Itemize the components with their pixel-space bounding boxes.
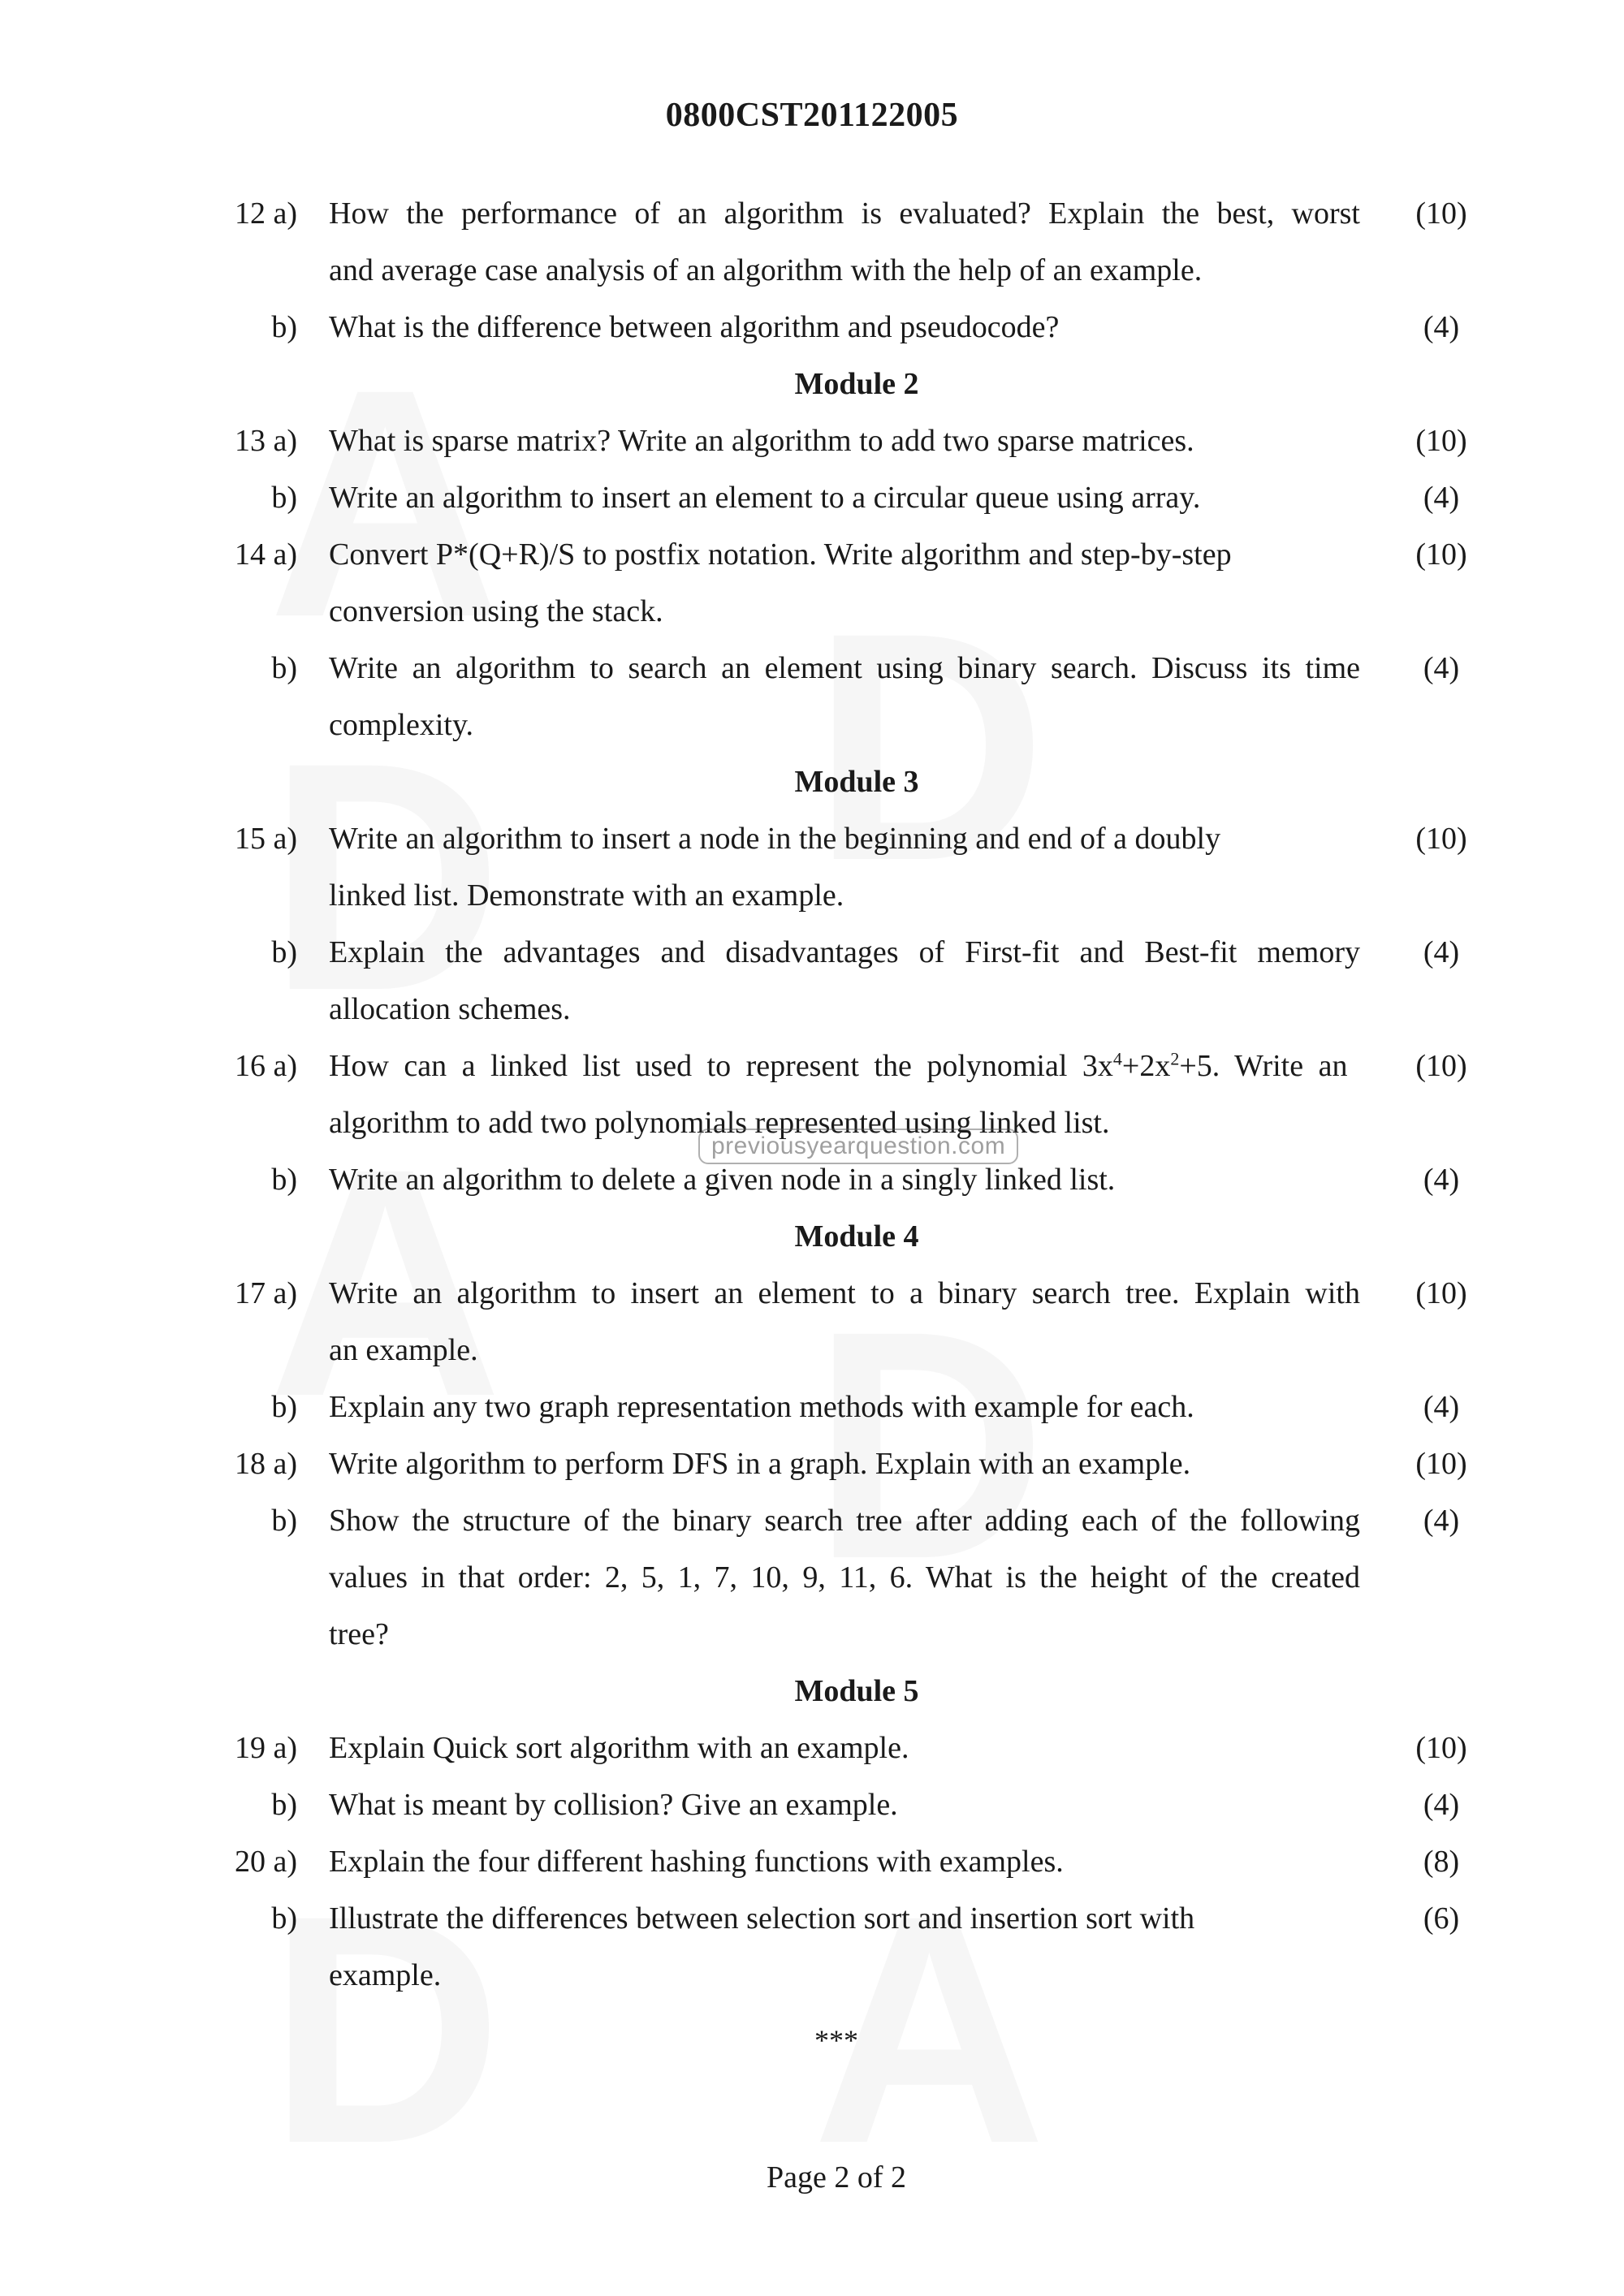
question-text: What is the difference between algorithm and pseudocode?	[329, 310, 1060, 344]
question-row	[0, 1833, 1624, 1890]
question-text: Convert P*(Q+R)/S to postfix notation. Write algorithm and step-by-step	[329, 537, 1232, 572]
question-row	[0, 1435, 1624, 1492]
question-text: linked list. Demonstrate with an example.	[329, 878, 844, 913]
page-title: 0800CST201122005	[665, 97, 959, 134]
question-text: Write an algorithm to insert a node in the beginning and end of a doubly	[329, 822, 1221, 856]
question-row	[0, 810, 1624, 867]
question-part: b)	[271, 1163, 297, 1197]
exponent: 2	[1170, 1048, 1180, 1069]
question-marks: (6)	[1423, 1901, 1460, 1936]
question-part: b)	[271, 1788, 297, 1822]
question-marks: (10)	[1415, 1276, 1467, 1310]
question-number: 18 a)	[234, 1447, 297, 1481]
question-list	[0, 185, 1624, 2069]
end-marker: ***	[814, 2024, 858, 2056]
question-text: an example.	[329, 1333, 478, 1367]
question-row	[0, 1492, 1624, 1549]
question-continuation	[0, 697, 1624, 753]
question-text: Write algorithm to perform DFS in a graph. Explain with an example.	[329, 1447, 1191, 1481]
question-number: 13 a)	[234, 424, 297, 458]
page-number: Page 2 of 2	[766, 2160, 907, 2195]
question-row	[0, 412, 1624, 469]
question-text: Write an algorithm to search an element using binary search. Discuss its time	[329, 651, 1360, 685]
question-text: conversion using the stack.	[329, 594, 663, 628]
question-marks: (8)	[1423, 1845, 1460, 1879]
question-row	[0, 526, 1624, 583]
question-text: Write an algorithm to insert an element to a circular queue using array.	[329, 481, 1201, 515]
module-heading: Module 3	[794, 765, 919, 799]
question-text: Write an algorithm to delete a given node in a singly linked list.	[329, 1163, 1116, 1197]
question-row	[0, 1776, 1624, 1833]
question-part: b)	[271, 310, 297, 344]
question-continuation	[0, 242, 1624, 299]
question-number: 17 a)	[234, 1276, 297, 1310]
question-number: 16 a)	[234, 1049, 297, 1083]
question-text: Illustrate the differences between selection sort and insertion sort with	[329, 1901, 1195, 1936]
question-part: b)	[271, 1504, 297, 1538]
question-number: 15 a)	[234, 822, 297, 856]
question-marks: (10)	[1415, 196, 1467, 231]
exponent: 4	[1112, 1048, 1122, 1069]
question-marks: (10)	[1415, 1731, 1467, 1765]
question-text: algorithm to add two polynomials represented using linked list.	[329, 1106, 1110, 1140]
question-marks: (4)	[1423, 935, 1460, 969]
question-text: What is meant by collision? Give an example.	[329, 1788, 898, 1822]
question-continuation	[0, 1947, 1624, 2004]
question-marks: (10)	[1415, 537, 1467, 572]
question-text: Explain any two graph representation methods with example for each.	[329, 1390, 1194, 1424]
question-part: b)	[271, 1390, 297, 1424]
question-marks: (4)	[1423, 1163, 1460, 1197]
question-marks: (4)	[1423, 1504, 1460, 1538]
question-row	[0, 1265, 1624, 1322]
question-row	[0, 1720, 1624, 1776]
question-text: and average case analysis of an algorithm with the help of an example.	[329, 253, 1203, 287]
question-marks: (4)	[1423, 310, 1460, 344]
question-row	[0, 185, 1624, 242]
question-row	[0, 1038, 1624, 1094]
question-continuation	[0, 1322, 1624, 1379]
question-continuation	[0, 981, 1624, 1038]
question-text: values in that order: 2, 5, 1, 7, 10, 9, 11, 6. What is the height of the created	[329, 1560, 1360, 1595]
question-row	[0, 1890, 1624, 1947]
question-row	[0, 924, 1624, 981]
question-marks: (10)	[1415, 424, 1467, 458]
question-text: What is sparse matrix? Write an algorithm to add two sparse matrices.	[329, 424, 1194, 458]
question-number: 19 a)	[234, 1731, 297, 1765]
question-marks: (4)	[1423, 651, 1460, 685]
question-text-part: +2x	[1121, 1049, 1171, 1083]
question-text: Write an algorithm to insert an element to a binary search tree. Explain with	[329, 1276, 1360, 1310]
question-number: 14 a)	[234, 537, 297, 572]
question-continuation	[0, 583, 1624, 640]
question-marks: (10)	[1415, 1049, 1467, 1083]
question-marks: (10)	[1415, 822, 1467, 856]
question-row	[0, 1379, 1624, 1435]
watermark-stamp: previousyearquestion.com	[698, 1129, 1018, 1164]
question-part: b)	[271, 935, 297, 969]
question-text: Explain Quick sort algorithm with an example.	[329, 1731, 909, 1765]
question-row	[0, 469, 1624, 526]
module-heading: Module 4	[794, 1219, 919, 1254]
question-text: Explain the advantages and disadvantages of First-fit and Best-fit memory	[329, 935, 1360, 969]
question-text: How the performance of an algorithm is evaluated? Explain the best, worst	[329, 196, 1360, 231]
question-text	[329, 1038, 1360, 1094]
question-row	[0, 640, 1624, 697]
question-marks: (4)	[1423, 481, 1460, 515]
question-part: b)	[271, 481, 297, 515]
question-text: Explain the four different hashing functions with examples.	[329, 1845, 1064, 1879]
question-text-part: +5. Write an	[1179, 1049, 1348, 1083]
question-marks: (4)	[1423, 1390, 1460, 1424]
question-marks: (10)	[1415, 1447, 1467, 1481]
question-text: allocation schemes.	[329, 992, 571, 1026]
question-continuation	[0, 1549, 1624, 1606]
question-text: Show the structure of the binary search tree after adding each of the following	[329, 1504, 1360, 1538]
question-part: b)	[271, 651, 297, 685]
question-row	[0, 299, 1624, 356]
question-part: b)	[271, 1901, 297, 1936]
question-continuation	[0, 1606, 1624, 1663]
question-number: 20 a)	[234, 1845, 297, 1879]
module-heading: Module 2	[794, 367, 919, 401]
question-text: complexity.	[329, 708, 473, 742]
question-marks: (4)	[1423, 1788, 1460, 1822]
question-text: tree?	[329, 1617, 389, 1651]
question-text: example.	[329, 1958, 442, 1992]
module-heading: Module 5	[794, 1674, 919, 1708]
question-number: 12 a)	[234, 196, 297, 231]
question-text-part: How can a linked list used to represent the polynomial 3x	[329, 1049, 1113, 1083]
question-continuation	[0, 867, 1624, 924]
